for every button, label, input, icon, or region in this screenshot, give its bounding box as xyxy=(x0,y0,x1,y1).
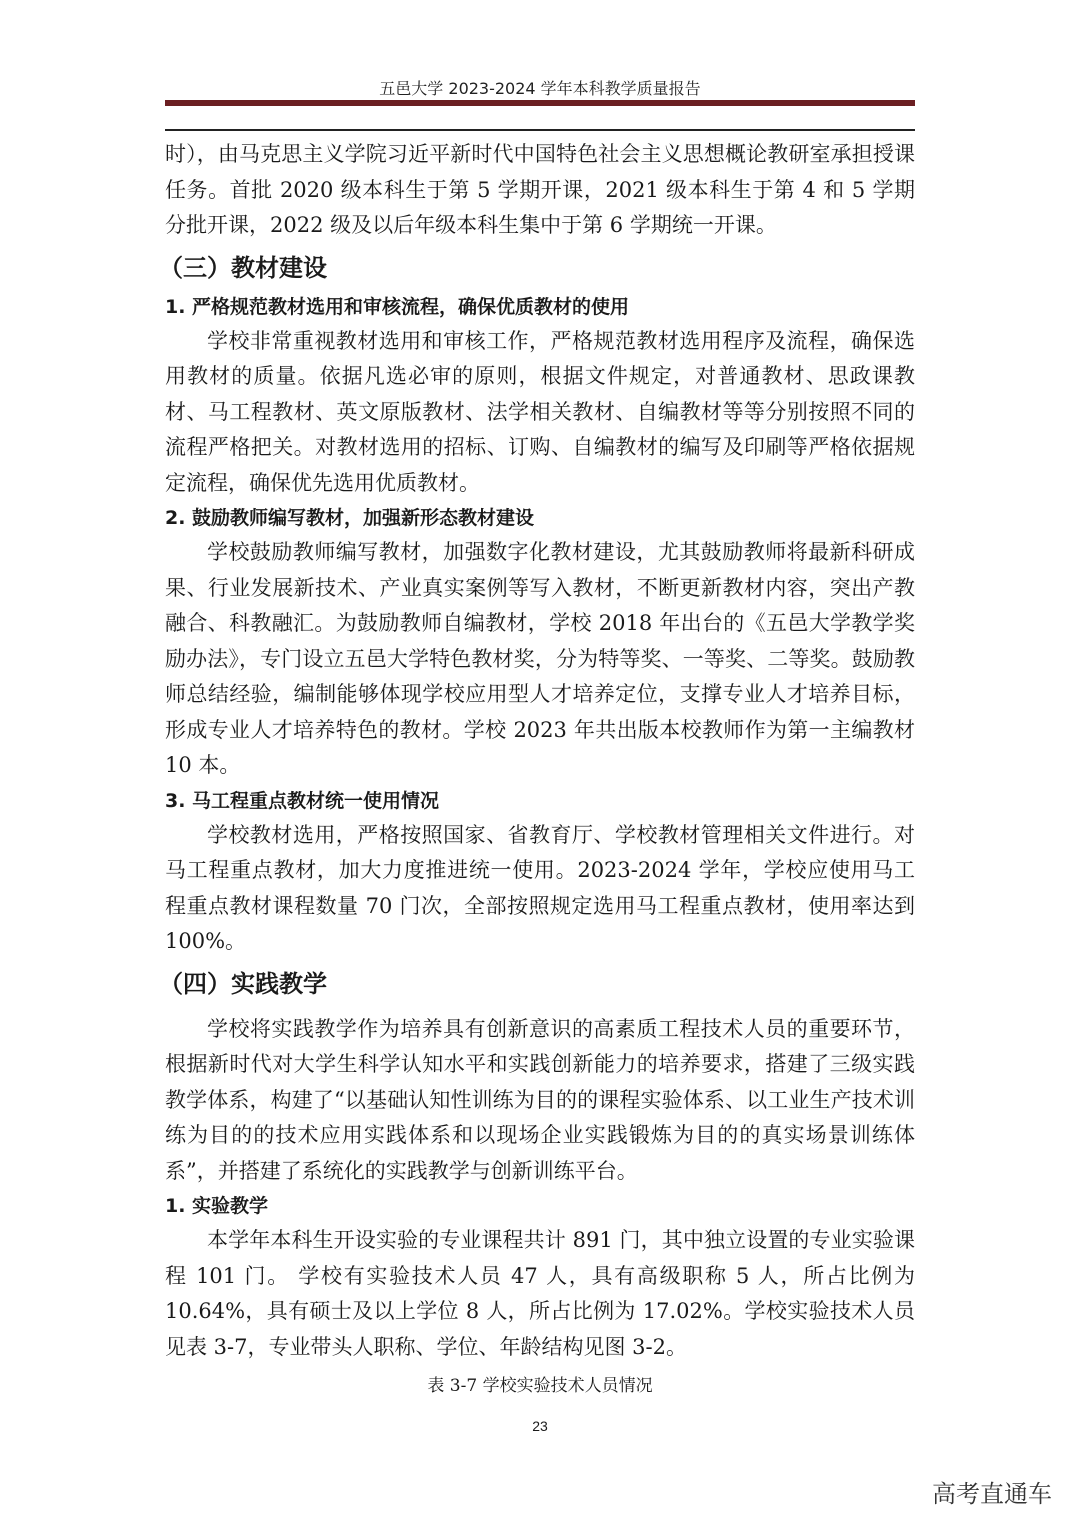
table-caption: 表 3-7 学校实验技术人员情况 xyxy=(427,1376,653,1396)
paragraph: 学校将实践教学作为培养具有创新意识的高素质工程技术人员的重要环节，根据新时代对大学生科学认知水平和实践创新能力的培养要求，搭建了三级实践教学体系，构建了“以基础认知性训练为目的的课程实验体系、以工业生产技术训练为目的的技术应用实践体系和以现场企业实践锻炼为目的的真实场景训练体系”，并搭建了系统化的实践教学与创新训练平台。 xyxy=(165,1016,915,1183)
subheading-textbook-selection: 1. 严格规范教材选用和审核流程，确保优质教材的使用 xyxy=(165,295,630,318)
section-heading-practice: （四）实践教学 xyxy=(159,969,327,998)
paragraph: 本学年本科生开设实验的专业课程共计 891 门，其中独立设置的专业实验课程 101 门。 学校有实验技术人员 47 人，具有高级职称 5 人，所占比例为 10.64%，具有硕士及以上学位 8 人，所占比例为 17.02%。学校实验技术人员见表 3-7，专业带头人职称、学位、年龄结构见图 3-2。 xyxy=(165,1228,915,1359)
subheading-experiments: 1. 实验教学 xyxy=(165,1195,269,1217)
paragraph-continued: 时），由马克思主义学院习近平新时代中国特色社会主义思想概论教研室承担授课任务。首批 2020 级本科生于第 5 学期开课，2021 级本科生于第 4 和 5 学期分批开课，2022 级及以后年级本科生集中于第 6 学期统一开课。 xyxy=(165,142,915,237)
header-rule-thick xyxy=(165,100,915,106)
subheading-teacher-authored: 2. 鼓励教师编写教材，加强新形态教材建设 xyxy=(165,507,535,529)
page-number: 23 xyxy=(532,1418,548,1434)
page-body xyxy=(159,137,915,1403)
section-heading-textbooks: （三）教材建设 xyxy=(159,253,327,282)
paragraph: 学校教材选用，严格按照国家、省教育厅、学校教材管理相关文件进行。对马工程重点教材，加大力度推进统一使用。2023-2024 学年，学校应使用马工程重点教材课程数量 70 门次，全部按照规定选用马工程重点教材，使用率达到 100%。 xyxy=(165,822,915,953)
header-rule-thin xyxy=(165,129,915,131)
running-header: 五邑大学 2023-2024 学年本科教学质量报告 xyxy=(379,79,701,98)
paragraph: 学校鼓励教师编写教材，加强数字化教材建设，尤其鼓励教师将最新科研成果、行业发展新技术、产业真实案例等写入教材，不断更新教材内容，突出产教融合、科教融汇。为鼓励教师自编教材，学校 2018 年出台的《五邑大学教学奖励办法》，专门设立五邑大学特色教材奖，分为特等奖、一等奖、二等奖。鼓励教师总结经验，编制能够体现学校应用型人才培养定位，支撑专业人才培养目标，形成专业人才培养特色的教材。学校 2023 年共出版本校教师作为第一主编教材 10 本。 xyxy=(165,540,915,777)
paragraph: 学校非常重视教材选用和审核工作，严格规范教材选用程序及流程，确保选用教材的质量。依据凡选必审的原则，根据文件规定，对普通教材、思政课教材、马工程教材、英文原版教材、法学相关教材、自编教材等等分别按照不同的流程严格把关。对教材选用的招标、订购、自编教材的编写及印刷等严格依据规定流程，确保优先选用优质教材。 xyxy=(165,328,915,495)
watermark: 高考直通车 xyxy=(932,1480,1052,1508)
subheading-mag-textbooks: 3. 马工程重点教材统一使用情况 xyxy=(165,789,440,812)
